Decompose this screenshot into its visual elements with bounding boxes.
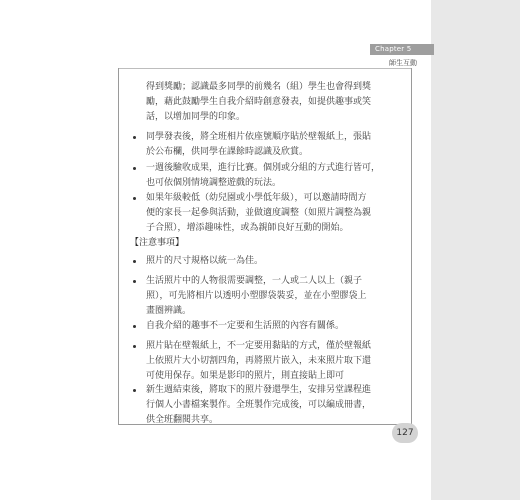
bullet-line: 新生週結束後，將取下的照片發還學生，安排另堂課程進: [146, 385, 372, 395]
chapter-tab: Chapter 5: [370, 44, 434, 55]
page-edge-sidebar: [431, 0, 520, 500]
bullet-dot: [133, 197, 136, 200]
intro-line: 話，以增加同學的印象。: [146, 112, 246, 122]
bullet-line: 如果年級較低（幼兒園或小學低年級），可以邀請時間方: [146, 193, 367, 203]
bullet-line: 同學發表後，將全班相片依座號順序貼於壁報紙上，張貼: [146, 132, 372, 142]
section-title: 師生互動: [389, 59, 417, 67]
bullet-dot: [133, 136, 136, 139]
bullet-line: 照片的尺寸規格以統一為佳。: [146, 256, 264, 266]
bullet-line: 行個人小書檔案製作。全班製作完成後，可以編成冊書，: [146, 400, 372, 410]
bullet-dot: [133, 325, 136, 328]
bullet-line: 照片貼在壁報紙上，不一定要用黏貼的方式，僅於壁報紙: [146, 341, 372, 351]
bullet-line: 畫圈辨識。: [146, 306, 192, 316]
bullet-line: 也可依個別情境調整遊戲的玩法。: [146, 178, 282, 188]
bullet-dot: [133, 167, 136, 170]
bullet-dot: [133, 280, 136, 283]
bullet-line: 可使用保存。如果是影印的照片，則直接貼上即可: [146, 371, 345, 381]
bullet-line: 於公布欄，供同學在課餘時認識及欣賞。: [146, 147, 309, 157]
intro-line: 得到獎勵；認識最多同學的前幾名（組）學生也會得到獎: [146, 82, 372, 92]
bullet-line: 上依照片大小切割四角，再將照片嵌入，未來照片取下還: [146, 356, 372, 366]
bullet-line: 照），可先將相片以透明小塑膠袋裝妥，並在小塑膠袋上: [146, 291, 367, 301]
bullet-dot: [133, 260, 136, 263]
bullet-line: 子合照），增添趣味性，或為親師良好互動的開始。: [146, 223, 349, 233]
bullet-dot: [133, 389, 136, 392]
bullet-line: 自我介紹的趣事不一定要和生活照的內容有關係。: [146, 321, 345, 331]
bullet-line: 一週後驗收成果，進行比賽。個別或分組的方式進行皆可，: [146, 163, 381, 173]
bullet-line: 供全班翻閱共享。: [146, 415, 219, 425]
bullet-line: 生活照片中的人物很需要調整，一人或二人以上（親子: [146, 276, 363, 286]
page-number: 127: [392, 423, 418, 443]
bullet-dot: [133, 345, 136, 348]
intro-line: 勵，藉此鼓勵學生自我介紹時創意發表，如提供趣事或笑: [146, 97, 372, 107]
notes-heading: 【注意事項】: [130, 238, 185, 248]
bullet-line: 便的家長一起參與活動，並做適度調整（如照片調整為親: [146, 208, 372, 218]
